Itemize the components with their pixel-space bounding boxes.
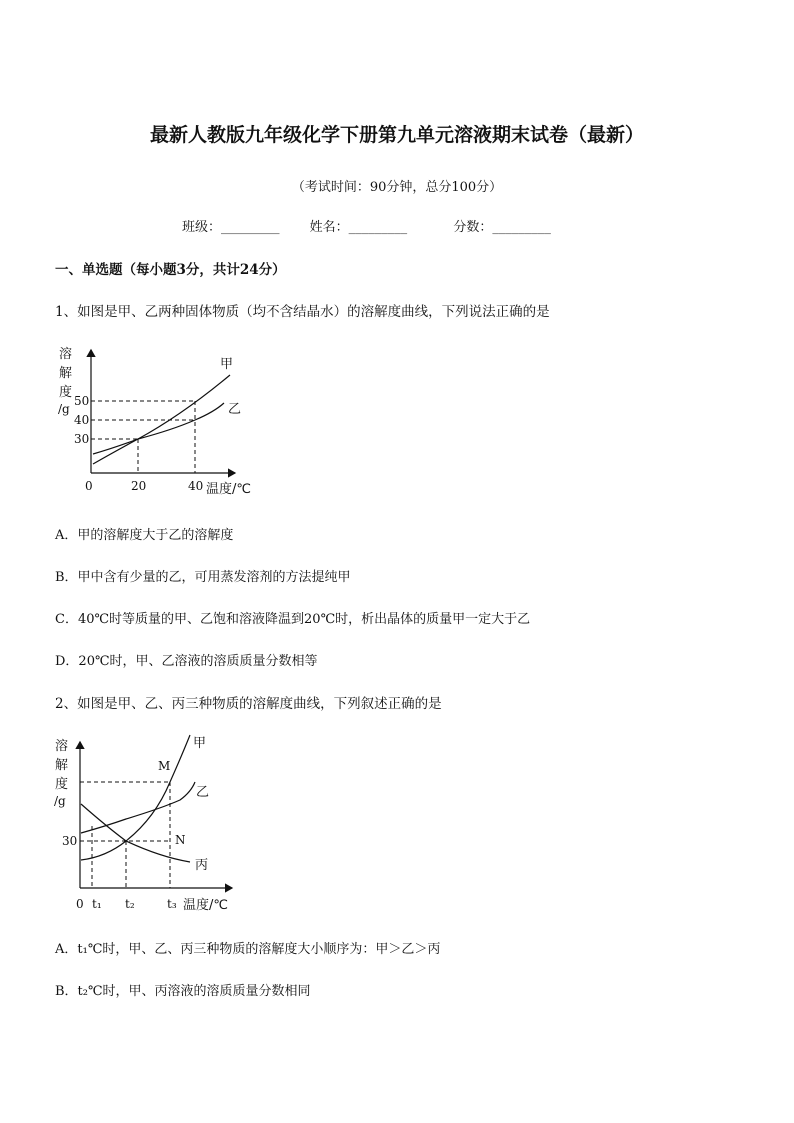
page-title: 最新人教版九年级化学下册第九单元溶液期末试卷（最新） (149, 124, 644, 146)
q2-solubility-chart (50, 730, 250, 920)
question-2-stem: 2、如图是甲、乙、丙三种物质的溶解度曲线，下列叙述正确的是 (55, 696, 442, 712)
q1-option-d[interactable]: D．20℃时，甲、乙溶液的溶质质量分数相等 (55, 654, 318, 669)
q1-xtick-label: 40 (188, 479, 204, 493)
q1-curve-yi (93, 403, 224, 454)
exam-subtitle: （考试时间：90分钟，总分100分） (291, 180, 503, 195)
q1-option-b[interactable]: B．甲中含有少量的乙，可用蒸发溶剂的方法提纯甲 (55, 570, 351, 585)
q2-origin-label: 0 (76, 897, 84, 911)
q1-ytick-label: 40 (74, 413, 90, 427)
q1-xtick-label: 20 (131, 479, 147, 493)
q2-ylabel-char: /g (54, 794, 66, 808)
q1-ytick-label: 50 (74, 394, 90, 408)
q2-series-label-yi: 乙 (196, 785, 210, 800)
score-field-label: 分数：_________ (453, 220, 551, 235)
name-field-label: 姓名：_________ (309, 220, 408, 235)
q1-option-a[interactable]: A．甲的溶解度大于乙的溶解度 (55, 528, 234, 543)
q2-ytick-label: 30 (62, 834, 78, 848)
q2-curve-yi (81, 782, 195, 833)
student-info-row (182, 216, 551, 235)
q2-ylabel-char: 溶 (55, 739, 69, 754)
question-1-stem: 1、如图是甲、乙两种固体物质（均不含结晶水）的溶解度曲线，下列说法正确的是 (55, 304, 550, 320)
q2-ylabel-char: 解 (55, 758, 69, 773)
q1-xlabel: 温度/℃ (206, 482, 251, 497)
q2-point-label-n: N (175, 833, 186, 847)
q1-ylabel-char: 度 (59, 385, 73, 400)
q2-xtick-label: t₁ (92, 897, 102, 911)
q2-series-label-jia: 甲 (193, 736, 207, 751)
q1-option-c[interactable]: C．40℃时等质量的甲、乙饱和溶液降温到20℃时，析出晶体的质量甲一定大于乙 (55, 612, 531, 627)
q2-xtick-label: t₂ (125, 897, 135, 911)
q1-series-label-jia: 甲 (220, 357, 234, 372)
q1-ytick-label: 30 (74, 432, 90, 446)
q1-ylabel-char: /g (58, 402, 70, 416)
q1-ylabel-char: 解 (59, 366, 73, 381)
q1-origin-label: 0 (85, 479, 93, 493)
q2-option-a[interactable]: A．t₁℃时，甲、乙、丙三种物质的溶解度大小顺序为：甲＞乙＞丙 (55, 942, 441, 957)
q2-point-label-m: M (158, 759, 171, 773)
q2-series-label-bing: 丙 (195, 858, 209, 873)
q2-xlabel: 温度/℃ (183, 898, 228, 913)
q2-xtick-label: t₃ (167, 897, 177, 911)
q1-series-label-yi: 乙 (228, 402, 242, 417)
class-field-label: 班级：_________ (182, 220, 280, 235)
q2-option-b[interactable]: B．t₂℃时，甲、丙溶液的溶质质量分数相同 (55, 984, 311, 999)
q2-ylabel-char: 度 (55, 777, 69, 792)
q1-solubility-chart (52, 340, 272, 500)
section-heading: 一、单选题（每小题3分，共计24分） (55, 262, 286, 278)
q1-ylabel-char: 溶 (59, 347, 73, 362)
